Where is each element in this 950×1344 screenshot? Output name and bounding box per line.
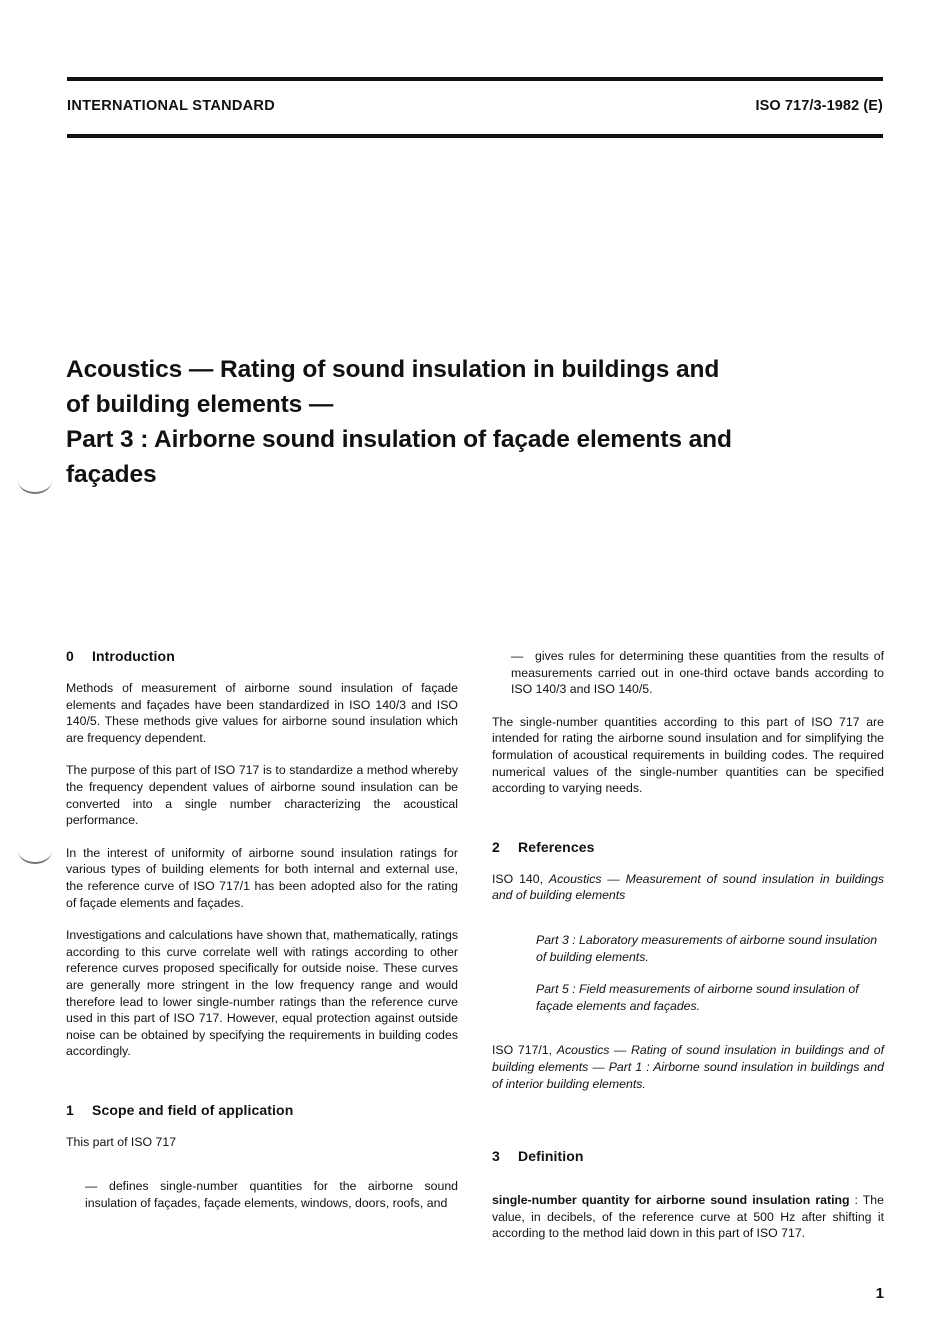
dash-icon: — — [85, 1179, 98, 1194]
section-title: Definition — [518, 1148, 584, 1165]
dash-icon: — — [511, 649, 524, 663]
standard-number-label: ISO 717/3-1982 (E) — [755, 98, 883, 114]
scan-artifact-mark — [18, 478, 52, 494]
section-heading-references — [492, 839, 884, 855]
paragraph: In the interest of uniformity of airborne sound insulation ratings for various types of building elements for both internal and external use, the reference curve of ISO 717/1 has been adopted also for the rating of façade elements and façades. — [66, 845, 458, 910]
scan-artifact-mark — [18, 848, 52, 864]
definition-entry — [492, 1192, 884, 1242]
header-row — [67, 98, 883, 114]
section-title: References — [518, 838, 595, 855]
section-title: Introduction — [92, 648, 175, 664]
page-title-line: Acoustics — Rating of sound insulation in buildings and — [66, 356, 720, 383]
list-item — [492, 648, 884, 698]
reference-designation: ISO 717/1, — [492, 1043, 557, 1058]
spacer — [492, 813, 884, 839]
paragraph: Methods of measurement of airborne sound insulation of façade elements and façades have been standardized in ISO 140/3 and ISO 140/5. These methods give values for airborne sound insulation which are frequency dependent. — [66, 681, 458, 745]
spacer — [492, 1180, 884, 1192]
spacer — [66, 1076, 458, 1102]
section-number: 0 — [66, 648, 74, 664]
paragraph: The purpose of this part of ISO 717 is to standardize a method whereby the frequency dependent values of airborne sound insulation can be converted into a single number characterizing the acoustical performance. — [66, 763, 458, 828]
left-column — [66, 648, 458, 1228]
paragraph: Investigations and calculations have shown that, mathematically, ratings according to this curve correlate well with ratings according to other reference curves proposed specifically for outside noise. These curves are generally more stringent in the low frequency range and would therefore lead to lower single-number ratings than the reference curve used in this part of ISO 717. However, equal protection against outside noise can be obtained by specifying the requirements in building codes accordingly. — [66, 928, 458, 1059]
page-title-line: Part 3 : Airborne sound insulation of façade elements and — [66, 426, 732, 453]
header-rule-top — [67, 77, 883, 81]
reference-iso-717-1 — [492, 1042, 884, 1092]
section-heading-definition — [492, 1148, 884, 1164]
paragraph: The single-number quantities according to this part of ISO 717 are intended for rating the airborne sound insulation and for simplifying the formulation of acoustical requirements in building codes. The required numerical values of the single-number quantities can be specified according to varying needs. — [492, 714, 884, 796]
document-type-label: INTERNATIONAL STANDARD — [67, 98, 275, 114]
list-item-text: gives rules for determining these quantities from the results of measurements carried out in one-third octave bands according to ISO 140/3 and ISO 140/5. — [511, 649, 884, 697]
section-number: 3 — [492, 1148, 500, 1165]
list-item — [66, 1178, 458, 1211]
section-heading-scope — [66, 1102, 458, 1118]
header-rule-bottom — [67, 134, 883, 138]
reference-title: Acoustics — Rating of sound insulation in buildings and of building elements — Part 1 : Airborne sound insulation in buildings and of interior building elements. — [492, 1043, 884, 1091]
definition-text: : The value, in decibels, of the reference curve at 500 Hz after shifting it according to the method laid down in this part of ISO 717. — [492, 1193, 884, 1241]
spacer — [66, 1166, 458, 1178]
section-number: 1 — [66, 1101, 74, 1118]
page-title — [66, 352, 878, 492]
section-title: Scope and field of application — [92, 1101, 294, 1118]
reference-part-5: Part 5 : Field measurements of airborne sound insulation of façade elements and façades. — [536, 982, 859, 1013]
reference-title: Acoustics — Measurement of sound insulation in buildings and of building elements — [492, 871, 884, 903]
definition-term: single-number quantity for airborne sound insulation rating — [492, 1193, 850, 1208]
reference-part-3: Part 3 : Laboratory measurements of airborne sound insulation of building elements. — [536, 932, 878, 964]
list-item-text: defines single-number quantities for the airborne sound insulation of façades, façade elements, windows, doors, roofs, and — [85, 1179, 458, 1211]
right-column — [492, 648, 884, 1242]
reference-iso-140 — [492, 871, 884, 904]
spacer — [492, 1108, 884, 1148]
section-number: 2 — [492, 838, 500, 855]
paragraph-lead: This part of ISO 717 — [66, 1134, 177, 1149]
page-title-line: of building elements — — [66, 391, 334, 418]
spacer — [492, 1030, 884, 1042]
page-title-line: façades — [66, 461, 157, 488]
reference-designation: ISO 140, — [492, 871, 549, 886]
section-heading-introduction — [66, 648, 458, 664]
page-number: 1 — [875, 1285, 884, 1302]
